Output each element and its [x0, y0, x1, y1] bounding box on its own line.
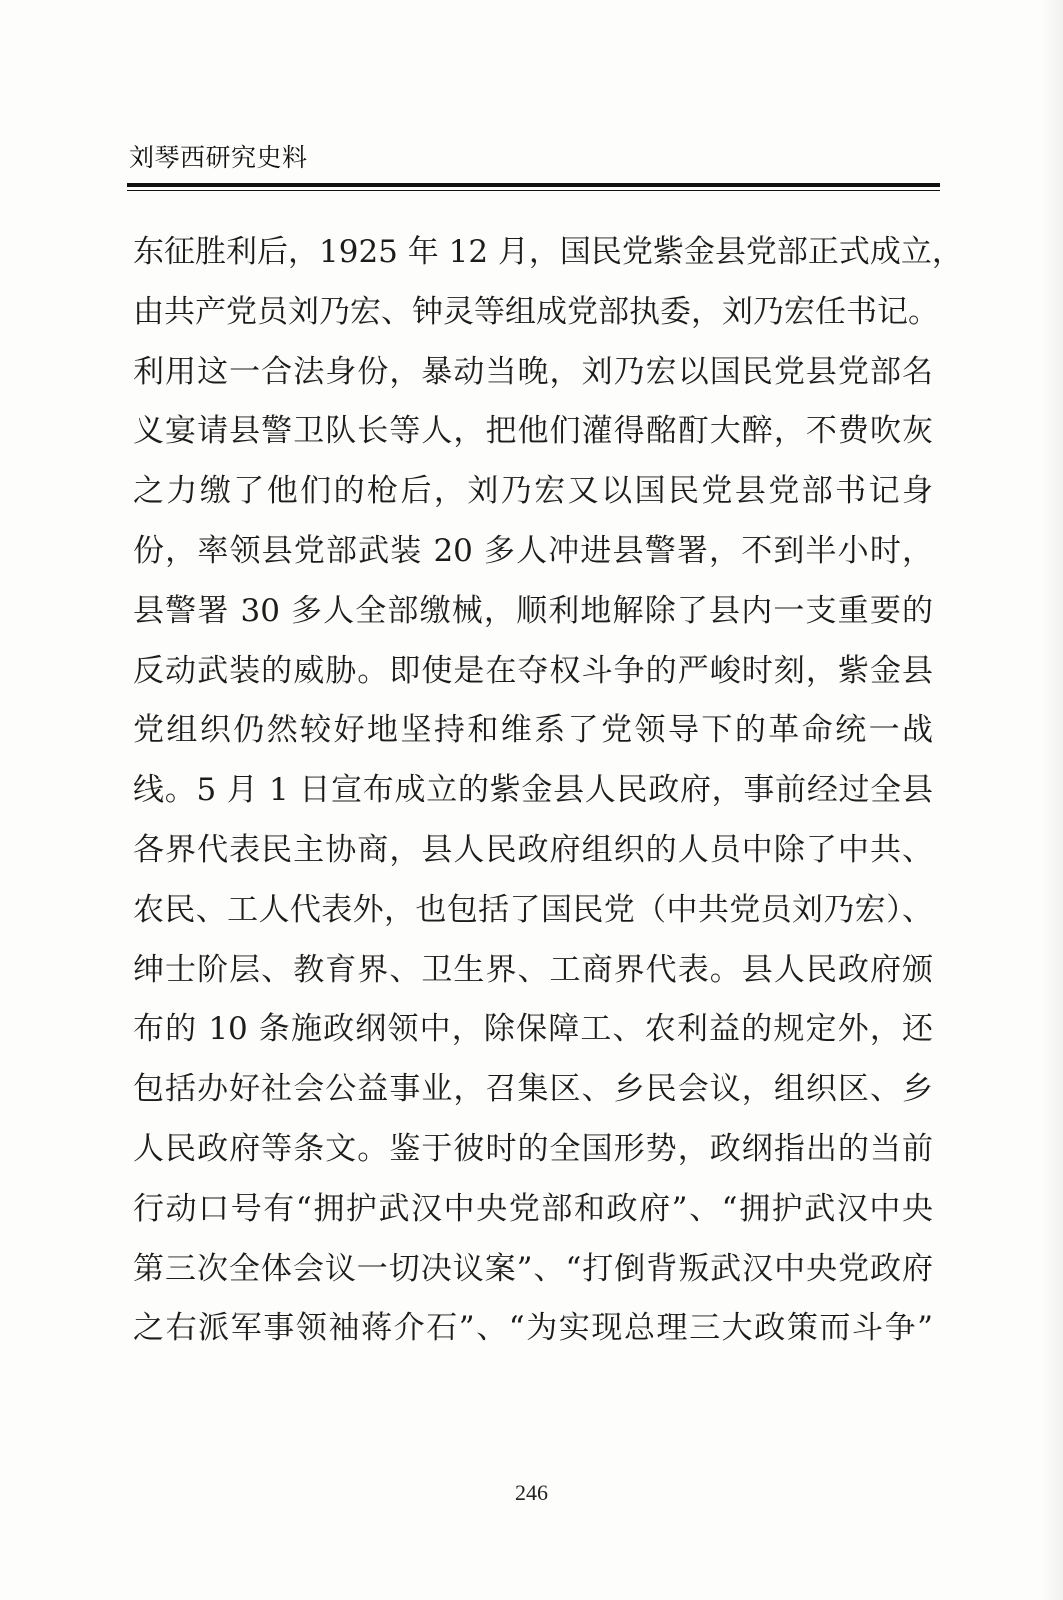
text-line: 由共产党员刘乃宏、钟灵等组成党部执委，刘乃宏任书记。: [133, 293, 939, 330]
text-line: 绅士阶层、教育界、卫生界、工商界代表。县人民政府颁: [133, 951, 933, 988]
text-line: 行动口号有“拥护武汉中央党部和政府”、“拥护武汉中央: [133, 1190, 933, 1227]
text-line: 东征胜利后，1925 年 12 月，国民党紫金县党部正式成立，: [133, 234, 963, 270]
header-rule-thin: [127, 190, 940, 191]
running-header-title: 刘琴西研究史料: [129, 143, 308, 172]
text-line: 之右派军事领袖蒋介石”、“为实现总理三大政策而斗争”: [133, 1310, 933, 1347]
page-edge-shadow: [1041, 0, 1063, 1600]
text-line: 之力缴了他们的枪后，刘乃宏又以国民党县党部书记身: [133, 473, 933, 510]
text-line: 包括办好社会公益事业，召集区、乡民会议，组织区、乡: [133, 1071, 933, 1108]
page-number: 246: [515, 1480, 548, 1505]
text-line: 党组织仍然较好地坚持和维系了党领导下的革命统一战: [133, 712, 933, 749]
text-line: 份，率领县党部武装 20 多人冲进县警署，不到半小时，: [133, 532, 933, 569]
text-line: 义宴请县警卫队长等人，把他们灌得酩酊大醉，不费吹灰: [133, 413, 933, 450]
text-line: 线。5 月 1 日宣布成立的紫金县人民政府，事前经过全县: [133, 772, 933, 809]
text-line: 人民政府等条文。鉴于彼时的全国形势，政纲指出的当前: [133, 1130, 933, 1167]
text-line: 反动武装的威胁。即使是在夺权斗争的严峻时刻，紫金县: [133, 652, 933, 689]
header-rule-thick: [127, 183, 940, 187]
text-line: 农民、工人代表外，也包括了国民党（中共党员刘乃宏）、: [133, 891, 933, 928]
text-line: 利用这一合法身份，暴动当晚，刘乃宏以国民党县党部名: [133, 353, 933, 390]
running-header: [127, 143, 940, 191]
text-line: 布的 10 条施政纲领中，除保障工、农利益的规定外，还: [133, 1011, 933, 1048]
text-line: 县警署 30 多人全部缴械，顺利地解除了县内一支重要的: [133, 592, 933, 629]
body-paragraph: [133, 223, 963, 1359]
text-line: 各界代表民主协商，县人民政府组织的人员中除了中共、: [133, 831, 933, 868]
text-line: 第三次全体会议一切决议案”、“打倒背叛武汉中央党政府: [133, 1250, 933, 1287]
